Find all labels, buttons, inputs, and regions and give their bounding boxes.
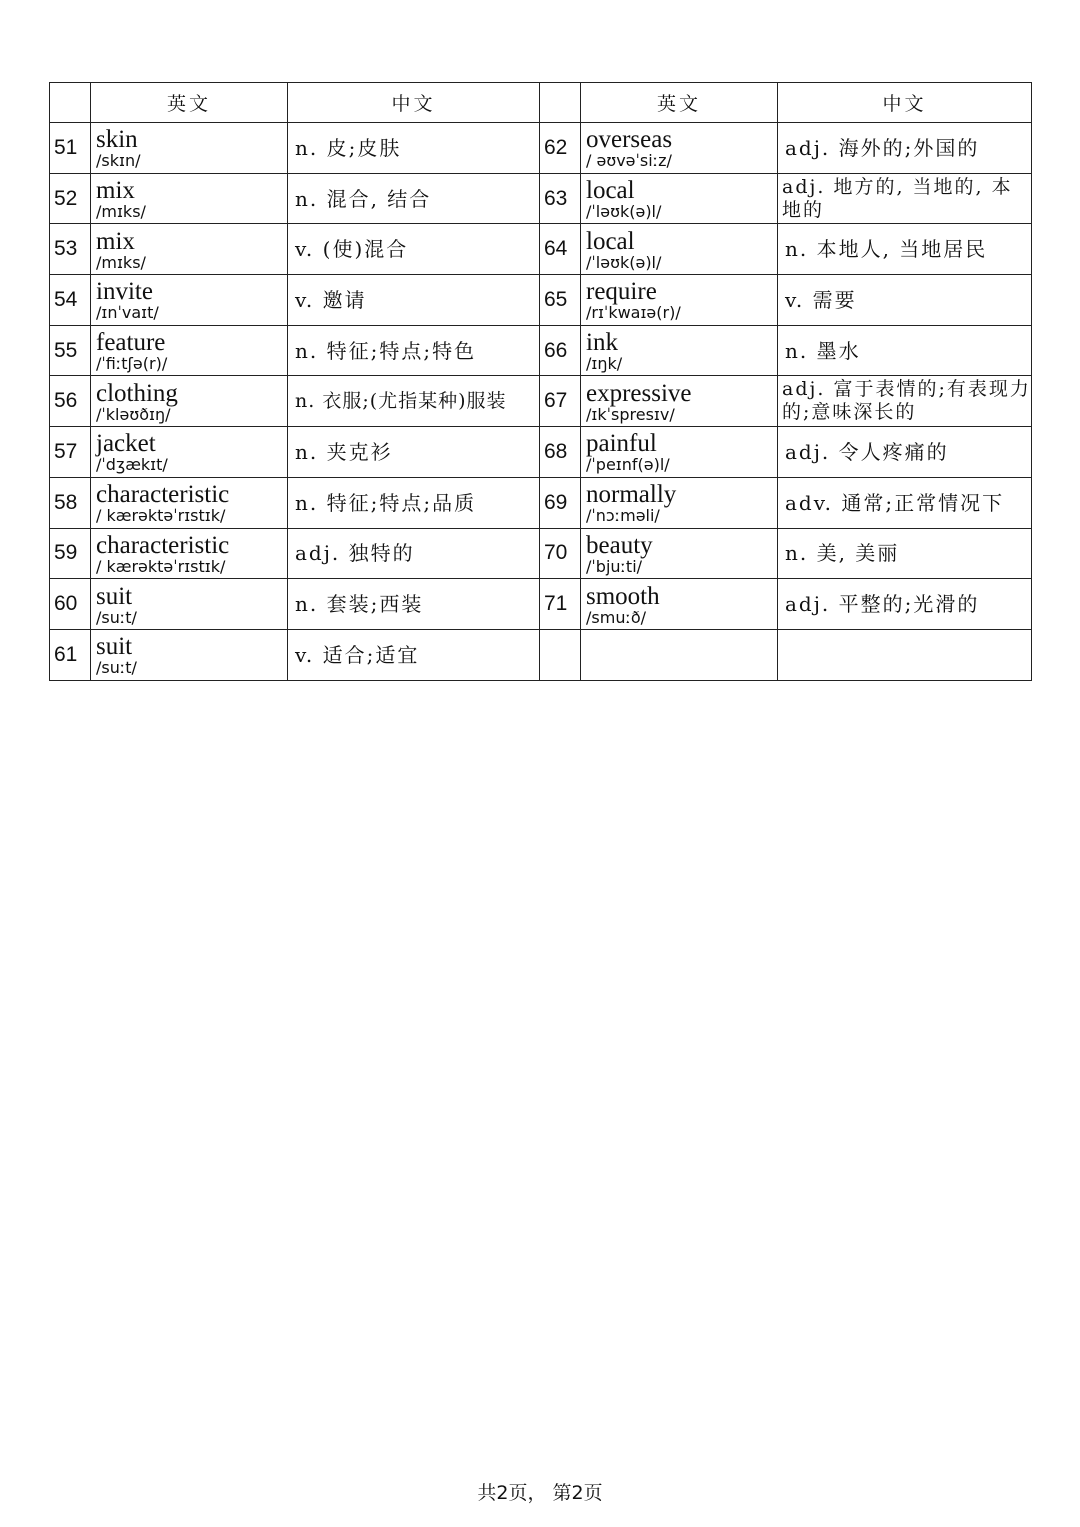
entry-meaning: v. (使)混合 xyxy=(288,224,540,275)
entry-english xyxy=(581,123,778,174)
table-header-row xyxy=(50,83,1032,123)
entry-meaning-empty xyxy=(778,629,1032,680)
entry-phonetic: / kærəktəˈrɪstɪk/ xyxy=(96,556,226,576)
entry-english xyxy=(91,427,288,478)
entry-word: characteristic xyxy=(96,531,230,559)
entry-english xyxy=(91,325,288,376)
entry-number: 69 xyxy=(540,477,581,528)
entry-word: skin xyxy=(96,126,138,154)
entry-meaning: n. 皮;皮肤 xyxy=(288,123,540,174)
header-number-left xyxy=(50,83,91,123)
entry-english xyxy=(91,224,288,275)
entry-meaning: n. 衣服;(尤指某种)服装 xyxy=(288,376,540,427)
entry-english xyxy=(581,376,778,427)
entry-number: 54 xyxy=(50,275,91,326)
entry-meaning: n. 特征;特点;品质 xyxy=(288,477,540,528)
table-row xyxy=(50,123,1032,174)
entry-phonetic: /ˈbjuːti/ xyxy=(586,556,643,576)
entry-phonetic: /ɪnˈvaɪt/ xyxy=(96,303,159,323)
entry-number: 64 xyxy=(540,224,581,275)
header-chinese-right: 中文 xyxy=(778,83,1032,123)
entry-number: 60 xyxy=(50,579,91,630)
entry-english xyxy=(91,579,288,630)
header-english-right: 英文 xyxy=(581,83,778,123)
entry-english xyxy=(581,325,778,376)
entry-phonetic: /ˈkləʊðɪŋ/ xyxy=(96,404,171,424)
vocabulary-table xyxy=(49,82,1032,681)
entry-number: 67 xyxy=(540,376,581,427)
entry-number: 68 xyxy=(540,427,581,478)
entry-word: suit xyxy=(96,633,133,661)
entry-phonetic: / əʊvəˈsiːz/ xyxy=(586,151,672,171)
table-row xyxy=(50,579,1032,630)
entry-word: clothing xyxy=(96,379,178,407)
table-row xyxy=(50,528,1032,579)
entry-meaning: v. 邀请 xyxy=(288,275,540,326)
entry-word: expressive xyxy=(586,379,692,407)
entry-english xyxy=(91,629,288,680)
entry-word: suit xyxy=(96,582,133,610)
entry-phonetic: /ˈləʊk(ə)l/ xyxy=(586,202,662,222)
table-row xyxy=(50,629,1032,680)
entry-phonetic: /ˈdʒækɪt/ xyxy=(96,455,168,475)
entry-meaning: adj. 地方的, 当地的, 本地的 xyxy=(778,173,1032,224)
table-row xyxy=(50,477,1032,528)
table-row xyxy=(50,427,1032,478)
entry-number: 52 xyxy=(50,173,91,224)
entry-number: 51 xyxy=(50,123,91,174)
entry-word: painful xyxy=(586,430,657,458)
entry-english xyxy=(581,173,778,224)
entry-english xyxy=(91,376,288,427)
entry-number: 61 xyxy=(50,629,91,680)
entry-meaning: n. 本地人, 当地居民 xyxy=(778,224,1032,275)
entry-english xyxy=(91,123,288,174)
entry-meaning: adj. 独特的 xyxy=(288,528,540,579)
entry-phonetic: /ˈfiːtʃə(r)/ xyxy=(96,354,168,374)
entry-word: feature xyxy=(96,329,166,357)
entry-number: 55 xyxy=(50,325,91,376)
entry-word: jacket xyxy=(96,430,156,458)
entry-meaning: n. 特征;特点;特色 xyxy=(288,325,540,376)
table-row xyxy=(50,325,1032,376)
entry-number: 63 xyxy=(540,173,581,224)
entry-word: invite xyxy=(96,278,153,306)
entry-number: 70 xyxy=(540,528,581,579)
entry-word: smooth xyxy=(586,582,660,610)
entry-phonetic: /mɪks/ xyxy=(96,202,146,222)
entry-meaning: n. 夹克衫 xyxy=(288,427,540,478)
entry-meaning: adj. 富于表情的;有表现力的;意味深长的 xyxy=(778,376,1032,427)
entry-word: mix xyxy=(96,177,135,205)
entry-number: 56 xyxy=(50,376,91,427)
entry-word: normally xyxy=(586,481,677,509)
entry-meaning: n. 混合, 结合 xyxy=(288,173,540,224)
entry-meaning: n. 墨水 xyxy=(778,325,1032,376)
entry-number: 58 xyxy=(50,477,91,528)
entry-word: beauty xyxy=(586,531,653,559)
entry-number: 62 xyxy=(540,123,581,174)
entry-number: 71 xyxy=(540,579,581,630)
page-footer: 共2页， 第2页 xyxy=(477,1482,603,1504)
entry-word: mix xyxy=(96,227,135,255)
entry-phonetic: / kærəktəˈrɪstɪk/ xyxy=(96,506,226,526)
entry-phonetic: /smuːð/ xyxy=(586,607,647,627)
entry-meaning: n. 套装;西装 xyxy=(288,579,540,630)
entry-phonetic: /ˈləʊk(ə)l/ xyxy=(586,252,662,272)
entry-english xyxy=(581,275,778,326)
entry-meaning: adj. 海外的;外国的 xyxy=(778,123,1032,174)
table-row xyxy=(50,224,1032,275)
entry-number: 53 xyxy=(50,224,91,275)
entry-number-empty xyxy=(540,629,581,680)
entry-english xyxy=(581,224,778,275)
entry-number: 65 xyxy=(540,275,581,326)
table-row xyxy=(50,275,1032,326)
entry-meaning: adj. 令人疼痛的 xyxy=(778,427,1032,478)
entry-meaning: v. 需要 xyxy=(778,275,1032,326)
header-number-right xyxy=(540,83,581,123)
entry-word: local xyxy=(586,227,635,255)
table-row xyxy=(50,173,1032,224)
entry-number: 57 xyxy=(50,427,91,478)
entry-number: 59 xyxy=(50,528,91,579)
entry-meaning: n. 美, 美丽 xyxy=(778,528,1032,579)
entry-word: overseas xyxy=(586,126,673,154)
entry-meaning: adv. 通常;正常情况下 xyxy=(778,477,1032,528)
entry-english xyxy=(91,477,288,528)
entry-phonetic: /suːt/ xyxy=(96,607,137,627)
entry-phonetic: /ˈpeɪnf(ə)l/ xyxy=(586,455,670,475)
entry-english xyxy=(581,477,778,528)
entry-phonetic: /ɪkˈspresɪv/ xyxy=(586,404,675,424)
entry-number: 66 xyxy=(540,325,581,376)
header-english-left: 英文 xyxy=(91,83,288,123)
entry-phonetic: /skɪn/ xyxy=(96,151,141,171)
entry-phonetic: /ˈnɔːməli/ xyxy=(586,506,660,526)
header-chinese-left: 中文 xyxy=(288,83,540,123)
entry-word: characteristic xyxy=(96,481,230,509)
entry-word: local xyxy=(586,177,635,205)
entry-english xyxy=(581,528,778,579)
entry-meaning: adj. 平整的;光滑的 xyxy=(778,579,1032,630)
entry-english xyxy=(581,579,778,630)
entry-english xyxy=(91,275,288,326)
entry-word: require xyxy=(586,278,657,306)
entry-english xyxy=(91,173,288,224)
entry-phonetic: /ɪŋk/ xyxy=(586,354,623,374)
entry-english xyxy=(91,528,288,579)
entry-english xyxy=(581,427,778,478)
entry-phonetic: /rɪˈkwaɪə(r)/ xyxy=(586,303,681,323)
entry-phonetic: /mɪks/ xyxy=(96,252,146,272)
entry-meaning: v. 适合;适宜 xyxy=(288,629,540,680)
entry-english-empty xyxy=(581,629,778,680)
table-row xyxy=(50,376,1032,427)
entry-word: ink xyxy=(586,329,618,357)
entry-phonetic: /suːt/ xyxy=(96,658,137,678)
